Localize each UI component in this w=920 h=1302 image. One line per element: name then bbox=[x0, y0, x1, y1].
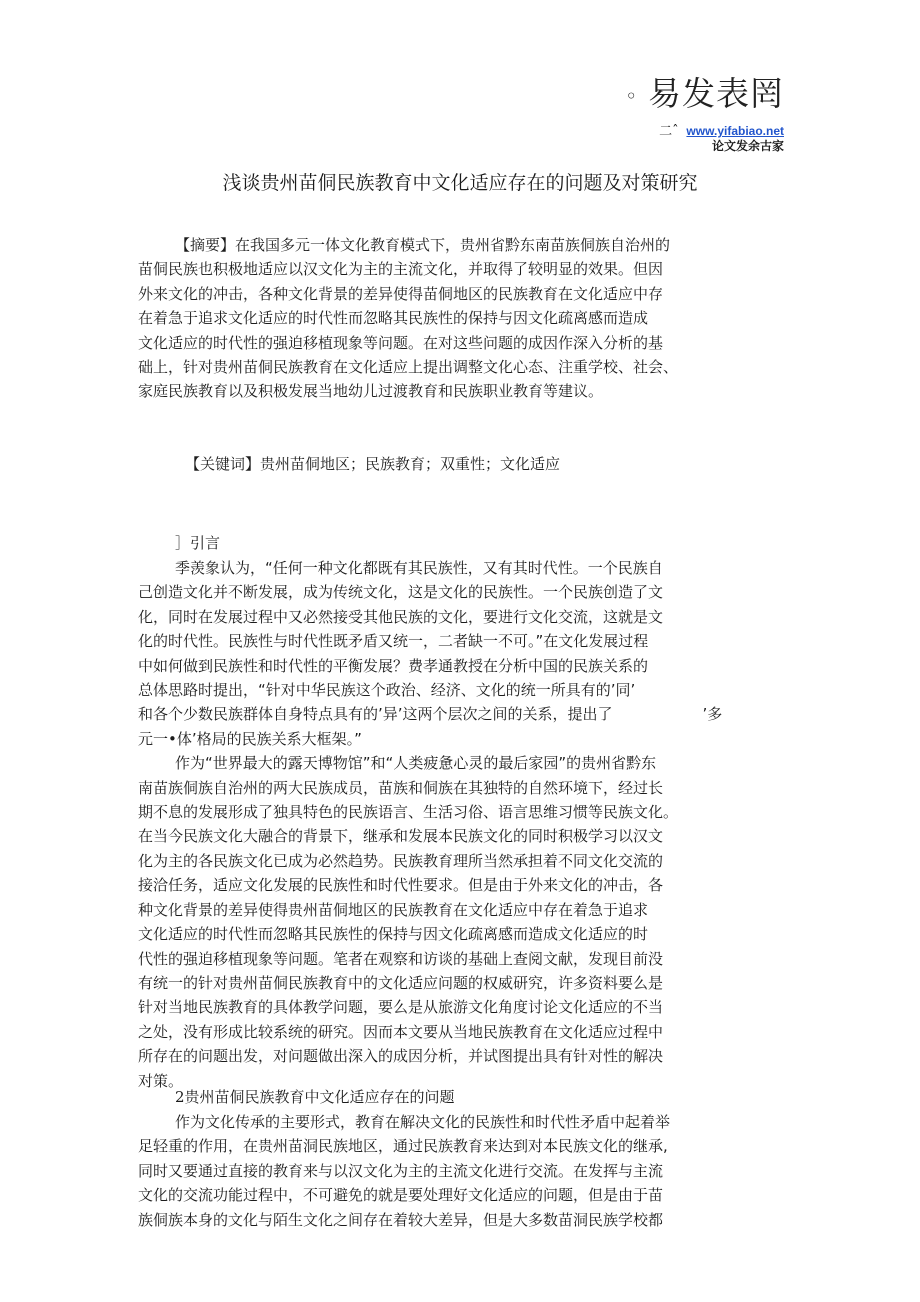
body-line: 作为文化传承的主要形式，教育在解决文化的民族性和时代性矛盾中起着举 bbox=[175, 1113, 671, 1131]
section2-heading bbox=[138, 1085, 758, 1109]
document-title: 浅谈贵州苗侗民族教育中文化适应存在的问题及对策研究 bbox=[222, 172, 698, 194]
body-line: 化为主的各民族文化已成为必然趋势。民族教育理所当然承担着不同文化交流的 bbox=[138, 851, 664, 870]
body-line: 元一•体’格局的民族关系大框架。” bbox=[138, 729, 362, 748]
keywords bbox=[138, 452, 758, 476]
body-line: 接洽任务，适应文化发展的民族性和时代性要求。但是由于外来文化的冲击，各 bbox=[138, 876, 664, 895]
body-line: 针对当地民族教育的具体教学问题，要么是从旅游文化角度讨论文化适应的不当 bbox=[138, 998, 664, 1017]
body-line: 有统一的针对贵州苗侗民族教育中的文化适应问题的权威研究，许多资料要么是 bbox=[138, 973, 664, 992]
section2-body bbox=[138, 1110, 758, 1232]
logo-dot-icon: ◦ bbox=[625, 83, 638, 108]
body-line: 所存在的问题出发，对问题做出深入的成因分析，并试图提出具有针对性的解决 bbox=[138, 1047, 664, 1066]
abstract-line: 在着急于追求文化适应的时代性而忽略其民族性的保持与因文化疏离感而造成 bbox=[138, 309, 649, 328]
abstract-line: 外来文化的冲击，各种文化背景的差异使得苗侗地区的民族教育在文化适应中存 bbox=[138, 284, 664, 303]
body-line: 在当今民族文化大融合的背景下，继承和发展本民族文化的同时积极学习以汉文 bbox=[138, 827, 664, 846]
abstract-line: 【摘要】在我国多元一体文化教育模式下，贵州省黔东南苗族侗族自治州的 bbox=[175, 236, 671, 254]
body-line: 总体思路时提出，“针对中华民族这个政治、经济、文化的统一所具有的’同’ bbox=[138, 681, 636, 700]
body-line: 代性的强迫移植现象等问题。笔者在观察和访谈的基础上查阅文献，发现目前没 bbox=[138, 949, 664, 968]
site-subtitle: 论文发余古家 bbox=[711, 139, 784, 153]
abstract-line: 文化适应的时代性的强迫移植现象等问题。在对这些问题的成因作深入分析的基 bbox=[138, 333, 664, 352]
body-line: 南苗族侗族自治州的两大民族成员，苗族和侗族在其独特的自然环境下，经过长 bbox=[138, 778, 664, 797]
body-line: 期不息的发展形成了独具特色的民族语言、生活习俗、语言思维习惯等民族文化。 bbox=[138, 803, 679, 822]
abstract bbox=[138, 233, 758, 404]
section2-heading-text: 2贵州苗侗民族教育中文化适应存在的问题 bbox=[175, 1088, 455, 1106]
body-line: 文化的交流功能过程中，不可避免的就是要处理好文化适应的问题，但是由于苗 bbox=[138, 1186, 664, 1205]
site-logo bbox=[625, 68, 784, 115]
body-line: 种文化背景的差异使得贵州苗侗地区的民族教育在文化适应中存在着急于追求 bbox=[138, 900, 649, 919]
body-line: 同时又要通过直接的教育来与以汉文化为主的主流文化进行交流。在发挥与主流 bbox=[138, 1161, 664, 1180]
intro-heading-text: ］引言 bbox=[175, 534, 221, 552]
body-line: 文化适应的时代性而忽略其民族性的保持与因文化疏离感而造成文化适应的时 bbox=[138, 925, 649, 944]
intro-heading bbox=[138, 531, 758, 555]
body-line: 季羡象认为，“任何一种文化都既有其民族性，又有其时代性。一个民族自 bbox=[175, 559, 663, 577]
body-line: 之处，没有形成比较系统的研究。因而本文要从当地民族教育在文化适应过程中 bbox=[138, 1022, 664, 1041]
site-url-link[interactable]: www.yifabiao.net bbox=[686, 124, 784, 138]
body-line: 作为“世界最大的露天博物馆”和“人类疲惫心灵的最后家园”的贵州省黔东 bbox=[175, 754, 657, 773]
site-prefix: 二ˆ bbox=[659, 124, 679, 139]
body-line: 己创造文化并不断发展，成为传统文化，这是文化的民族性。一个民族创造了文 bbox=[138, 583, 664, 602]
abstract-line: 苗侗民族也积极地适应以汉文化为主的主流文化，并取得了较明显的效果。但因 bbox=[138, 260, 664, 279]
abstract-line: 家庭民族教育以及积极发展当地幼儿过渡教育和民族职业教育等建议。 bbox=[138, 382, 604, 401]
body-line: 族侗族本身的文化与陌生文化之间存在着较大差异，但是大多数苗洞民族学校都 bbox=[138, 1210, 664, 1229]
body-line: 足轻重的作用，在贵州苗洞民族地区，通过民族教育来达到对本民族文化的继承, bbox=[138, 1137, 668, 1156]
logo-text: 易发表罔 bbox=[648, 74, 784, 113]
body-line: 化的时代性。民族性与时代性既矛盾又统一，二者缺一不可。”在文化发展过程 bbox=[138, 632, 649, 651]
keywords-line: 【关键词】贵州苗侗地区；民族教育；双重性；文化适应 bbox=[185, 455, 561, 473]
body-line: 化，同时在发展过程中又必然接受其他民族的文化，要进行文化交流，这就是文 bbox=[138, 607, 664, 626]
body-line: 对策。 bbox=[138, 1071, 184, 1090]
abstract-line: 础上，针对贵州苗侗民族教育在文化适应上提出调整文化心态、注重学校、社会、 bbox=[138, 358, 679, 377]
intro-body bbox=[138, 556, 758, 1093]
body-line: 中如何做到民族性和时代性的平衡发展？费孝通教授在分析中国的民族关系的 bbox=[138, 656, 649, 675]
body-line: 和各个少数民族群体自身特点具有的’异’这两个层次之间的关系，提出了 ’多 bbox=[138, 705, 723, 724]
